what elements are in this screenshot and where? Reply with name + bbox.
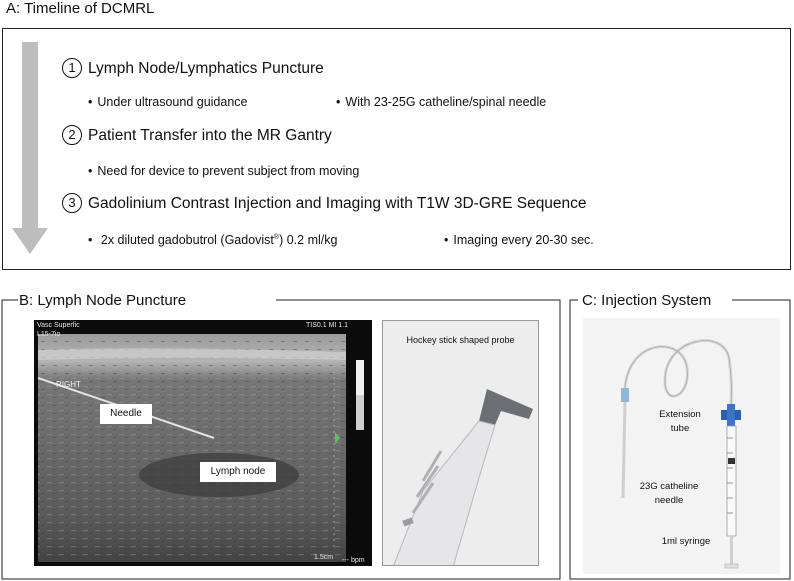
step-3 — [62, 193, 587, 213]
step-1-number: 1 — [62, 58, 82, 78]
probe-photo — [382, 320, 539, 566]
step-2-bullet-1: • Need for device to prevent subject from moving — [88, 164, 359, 178]
step-3-number: 3 — [62, 193, 82, 213]
step-1 — [62, 58, 324, 78]
us-scale-label: 1.5cm — [314, 554, 334, 561]
step-1-bullet-2: • With 23-25G catheline/spinal needle — [336, 95, 546, 109]
us-tis-mi-label: TIS0.1 MI 1.1 — [306, 322, 349, 329]
step-3-bullet-1-tail: ) 0.2 ml/kg — [279, 233, 338, 247]
probe-caption: Hockey stick shaped probe — [406, 335, 515, 345]
catheline-needle-label: 23G catheline needle — [639, 481, 699, 506]
step-2-title: Patient Transfer into the MR Gantry — [88, 127, 332, 144]
hockey-stick-probe-icon — [383, 321, 539, 566]
step-2 — [62, 125, 332, 145]
section-a-title: A: Timeline of DCMRL — [6, 0, 155, 17]
step-1-title: Lymph Node/Lymphatics Puncture — [88, 60, 324, 77]
us-probe-label: L15-7io — [37, 331, 61, 338]
section-b-title: B: Lymph Node Puncture — [19, 292, 187, 309]
lymph-node-label: Lymph node — [200, 462, 276, 482]
step-3-title: Gadolinium Contrast Injection and Imaging with T1W 3D-GRE Sequence — [88, 195, 587, 212]
needle-label: Needle — [100, 404, 152, 424]
step-2-number: 2 — [62, 125, 82, 145]
us-bpm-label: --- bpm — [342, 557, 365, 564]
extension-tube-label: Extension tube — [659, 409, 701, 434]
registered-mark: ® — [273, 233, 280, 241]
ultrasound-image — [34, 320, 372, 566]
syringe-label: 1ml syringe — [661, 536, 711, 547]
step-3-bullet-2: • Imaging every 20-30 sec. — [444, 233, 594, 247]
section-c-title: C: Injection System — [582, 292, 712, 309]
step-3-bullet-1 — [88, 233, 337, 247]
us-preset-label: Vasc Superfic — [37, 322, 80, 329]
us-side-label: RIGHT — [56, 380, 81, 389]
timeline-arrow-icon — [12, 42, 48, 256]
injection-system-photo — [583, 318, 780, 574]
step-1-bullet-1: • Under ultrasound guidance — [88, 95, 248, 109]
step-3-bullet-1-text: 2x diluted gadobutrol (Gadovist — [100, 233, 274, 247]
